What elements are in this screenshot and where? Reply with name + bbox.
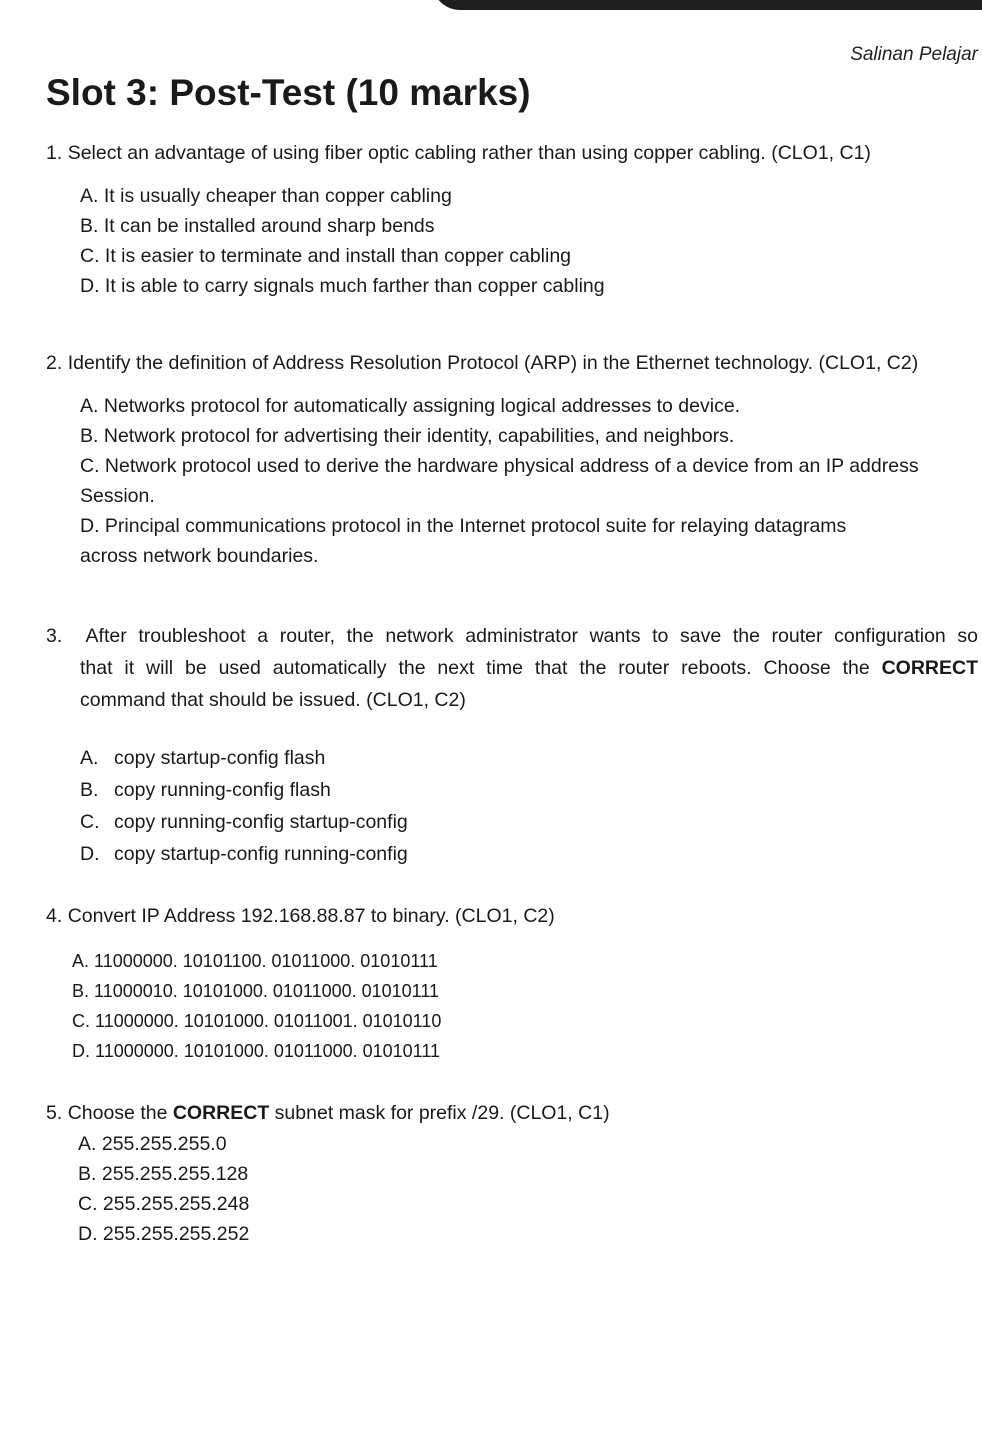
option-text: It is usually cheaper than copper cabling — [103, 185, 452, 207]
page-title: Slot 3: Post-Test (10 marks) — [46, 72, 531, 113]
option-b[interactable] — [46, 211, 978, 241]
option-label: D. — [78, 1223, 98, 1245]
option-c[interactable] — [46, 1189, 978, 1219]
option-text-continuation: across network boundaries. — [80, 545, 319, 567]
option-b[interactable] — [46, 774, 978, 806]
option-a[interactable] — [46, 181, 978, 211]
option-label: A. — [80, 395, 99, 417]
option-text: 11000000. 10101000. 01011000. 01010111 — [95, 1041, 441, 1061]
option-text: Network protocol for advertising their identity, capabilities, and neighbors. — [103, 425, 735, 447]
option-text: 255.255.255.248 — [102, 1193, 250, 1215]
question-5-options — [46, 1129, 978, 1249]
question-text: Convert IP Address 192.168.88.87 to binary. (CLO1, C2) — [67, 905, 555, 927]
question-number: 1. — [46, 142, 63, 164]
emphasis-correct: CORRECT — [172, 1102, 270, 1124]
question-2-options — [46, 391, 978, 571]
option-text: 11000000. 10101100. 01011000. 01010111 — [94, 951, 438, 971]
question-5-stem — [46, 1097, 978, 1129]
question-3-line-1 — [46, 620, 978, 652]
option-label: D. — [72, 1041, 90, 1061]
top-dark-bar — [432, 0, 982, 10]
question-3-options — [46, 742, 978, 870]
option-b[interactable] — [46, 421, 978, 451]
option-d[interactable] — [46, 271, 978, 301]
question-number: 5. — [46, 1102, 63, 1124]
option-label: C. — [78, 1193, 98, 1215]
question-text: Select an advantage of using fiber optic cabling rather than using copper cabling. (CLO1, C1) — [67, 142, 871, 164]
question-number: 2. — [46, 352, 63, 374]
question-text-line-1: After troubleshoot a router, the network administrator wants to save the router configuration so — [85, 625, 978, 647]
option-label: C. — [80, 245, 100, 267]
question-3 — [46, 620, 978, 870]
option-label: D. — [80, 515, 100, 537]
option-a[interactable] — [46, 946, 978, 976]
option-c[interactable] — [46, 806, 978, 838]
question-text: Identify the definition of Address Resolution Protocol (ARP) in the Ethernet technology. (CLO1, C2) — [67, 352, 919, 374]
watermark-label: Salinan Pelajar — [850, 44, 978, 65]
question-text — [68, 1102, 610, 1124]
option-text: Network protocol used to derive the hardware physical address of a device from an IP address — [104, 455, 919, 477]
option-text: copy startup-config flash — [114, 747, 326, 769]
option-label: A. — [78, 1133, 97, 1155]
option-text: It is easier to terminate and install than copper cabling — [104, 245, 572, 267]
option-b[interactable] — [46, 1159, 978, 1189]
option-a[interactable] — [46, 742, 978, 774]
option-text: 255.255.255.128 — [101, 1163, 249, 1185]
option-label: A. — [72, 951, 90, 971]
option-label: C. — [80, 811, 100, 833]
option-text: 11000000. 10101000. 01011001. 01010110 — [95, 1011, 442, 1031]
option-d[interactable] — [46, 838, 978, 870]
question-text-post: subnet mask for prefix /29. (CLO1, C1) — [269, 1102, 610, 1124]
option-b[interactable] — [46, 976, 978, 1006]
option-label: B. — [78, 1163, 97, 1185]
option-d-continuation — [46, 541, 978, 571]
question-3-line-2 — [80, 652, 978, 684]
question-1-options — [46, 181, 978, 301]
option-label: A. — [80, 747, 99, 769]
option-text: copy running-config startup-config — [114, 811, 408, 833]
question-1 — [46, 137, 978, 301]
option-c[interactable] — [46, 1006, 978, 1036]
option-label: C. — [72, 1011, 90, 1031]
question-4-stem — [46, 900, 978, 932]
option-text: copy running-config flash — [114, 779, 331, 801]
question-text-line-2: that it will be used automatically the next time that the router reboots. Choose the — [80, 657, 882, 679]
option-text: 255.255.255.252 — [102, 1223, 250, 1245]
question-3-stem — [46, 620, 978, 716]
option-text: 11000010. 10101000. 01011000. 01010111 — [94, 981, 440, 1001]
question-5 — [46, 1097, 978, 1249]
question-1-stem — [46, 137, 978, 169]
question-2-stem — [46, 347, 978, 379]
question-text-pre: Choose the — [67, 1102, 173, 1124]
question-text-line-3: command that should be issued. (CLO1, C2) — [80, 689, 466, 711]
option-text-continuation: Session. — [80, 485, 155, 507]
option-text: Principal communications protocol in the Internet protocol suite for relaying datagrams — [104, 515, 847, 537]
option-d[interactable] — [46, 511, 978, 541]
option-text: Networks protocol for automatically assigning logical addresses to device. — [103, 395, 741, 417]
option-c[interactable] — [46, 451, 978, 481]
option-d[interactable] — [46, 1219, 978, 1249]
option-a[interactable] — [46, 391, 978, 421]
emphasis-correct: CORRECT — [881, 657, 978, 679]
question-number: 4. — [46, 905, 63, 927]
option-c[interactable] — [46, 241, 978, 271]
option-label: D. — [80, 275, 100, 297]
option-label: B. — [72, 981, 90, 1001]
option-label: A. — [80, 185, 99, 207]
option-d[interactable] — [46, 1036, 978, 1066]
option-text: 255.255.255.0 — [101, 1133, 227, 1155]
option-label: D. — [80, 843, 100, 865]
option-text: It can be installed around sharp bends — [103, 215, 435, 237]
option-c-continuation — [46, 481, 978, 511]
question-4-options — [46, 946, 978, 1066]
option-text: It is able to carry signals much farther than copper cabling — [104, 275, 605, 297]
option-label: C. — [80, 455, 100, 477]
question-4 — [46, 900, 978, 1066]
option-label: B. — [80, 215, 99, 237]
question-2 — [46, 347, 978, 571]
question-number: 3. — [46, 625, 63, 647]
option-label: B. — [80, 425, 99, 447]
option-label: B. — [80, 779, 99, 801]
option-a[interactable] — [46, 1129, 978, 1159]
option-text: copy startup-config running-config — [114, 843, 408, 865]
